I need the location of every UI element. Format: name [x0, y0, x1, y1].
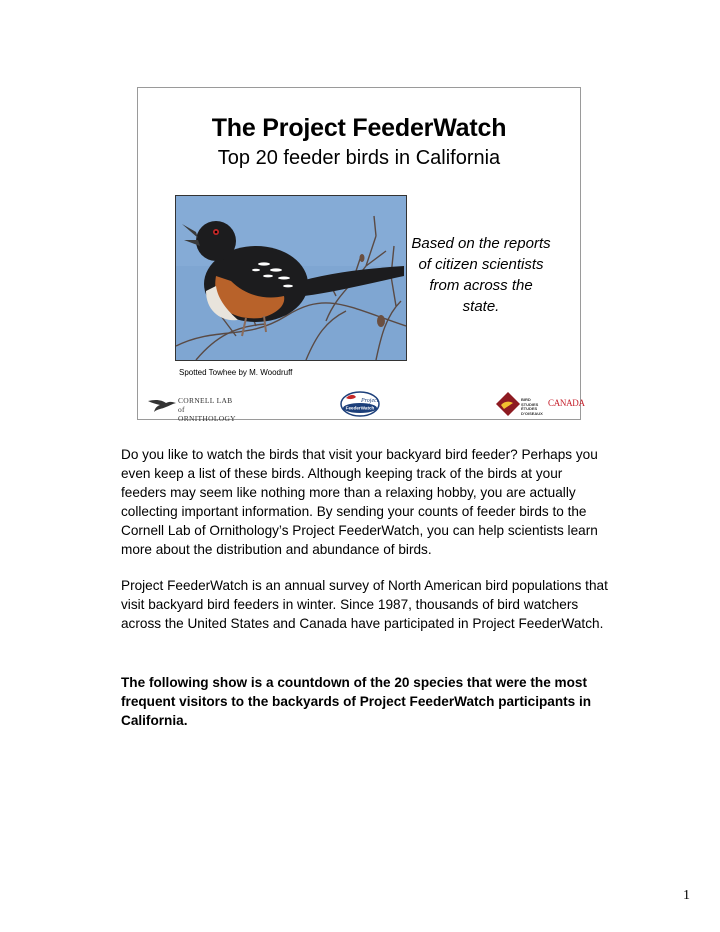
cornell-lab-logo [148, 394, 238, 423]
bsc-logo-line2: ÉTUDES D'OISEAUX [521, 406, 543, 416]
slide-title: The Project FeederWatch [211, 114, 507, 142]
bsc-logo-canada: CANADA [548, 398, 585, 408]
cornell-logo-line2: ORNITHOLOGY [178, 414, 236, 423]
slide-panel [137, 87, 585, 423]
bird-studies-canada-logo [496, 392, 585, 416]
survey-paragraph: Project FeederWatch is an annual survey of North American bird populations that visit backyard bird feeders in winter. Since 1987, thousands of bird watchers across the United States and Canada have participated in Project FeederWatch. [121, 578, 608, 631]
pfw-logo-line1: Project [361, 398, 379, 404]
feederwatch-badge-icon [340, 390, 380, 418]
cornell-logo-line1: CORNELL LAB of [178, 396, 233, 414]
photo-caption: Spotted Towhee by M. Woodruff [179, 368, 293, 377]
spotted-towhee-image [176, 196, 406, 360]
towhee-photo [175, 195, 407, 361]
slide-subtitle: Top 20 feeder birds in California [217, 147, 501, 169]
countdown-paragraph: The following show is a countdown of the 20 species that were the most frequent visitors to the backyards of Project FeederWatch participants in California. [121, 675, 592, 728]
slide-side-note: Based on the reports of citizen scientists from across the state. [411, 235, 551, 315]
page-number: 1 [683, 888, 690, 903]
bird-studies-diamond-icon [496, 392, 520, 416]
project-feederwatch-logo [340, 390, 380, 418]
bird-silhouette-icon [148, 397, 176, 413]
pfw-logo-line2: FeederWatch [345, 405, 375, 411]
bsc-logo-line1: BIRD STUDIES [521, 397, 539, 407]
intro-paragraph: Do you like to watch the birds that visit your backyard bird feeder? Perhaps you even keep a list of these birds. Although keeping track of the birds at your feeders may seem like nothing more than a relaxing hobby, you are actually collecting important information. By sending your counts of feeder birds to the Cornell Lab of Ornithology’s Project FeederWatch, you can help scientists learn more about the distribution and abundance of birds. [121, 447, 598, 557]
